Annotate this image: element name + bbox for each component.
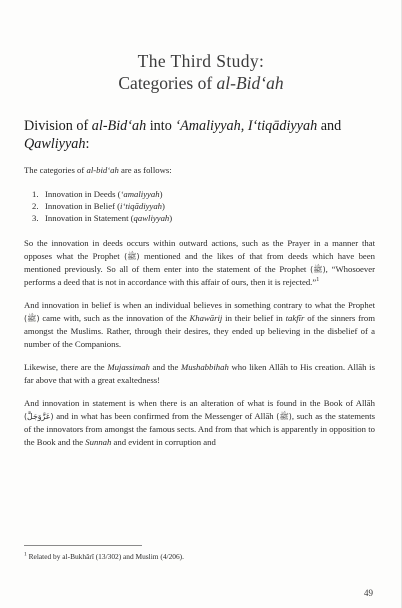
list-item [32,188,375,200]
paragraph-mujassimah [24,361,375,387]
intro-text: are as follows: [118,165,172,175]
paragraph-text: mentioned and the likes of that from deeds which have been mentioned previously. So all of them enter into the statement of the Prophet [24,250,375,274]
list-close: ) [169,213,173,224]
intro-term: al-bid‘ah [86,165,119,175]
paragraph-text: who liken Allāh to His creation. Allāh is far above that with a great exaltedness! [24,361,375,385]
paragraph-text: and evident in corruption and [111,436,216,447]
paragraph-text: Likewise, there are the [24,361,108,372]
list-item [32,200,375,212]
list-number: 1. [32,189,39,199]
salawat-glyph: (ﷺ) [124,251,140,261]
paragraph-text: of the sinners from amongst the Muslims. Rather, through their desires, they ended up believing in the disbelief of a number of the Companions. [24,312,375,349]
heading-text: Division of [24,118,92,134]
paragraph-text: came with, such as the innovation of the [39,312,190,323]
paragraph-term: takfīr [285,312,305,323]
section-heading [24,117,375,153]
list-item [32,212,375,224]
page-body [24,117,375,449]
chapter-title-line1: The Third Study: [137,51,265,71]
heading-term: Qawliyyah [24,136,86,152]
paragraph-text: and in what has been confirmed from the Messenger of Allāh [53,410,277,421]
chapter-title [0,50,402,94]
list-number: 2. [32,201,39,212]
list-close: ) [159,189,163,199]
footnote-text: Related by al-Bukhārī (13/302) and Muslim (4/206). [28,552,184,561]
paragraph-term: Mujassimah [107,361,150,372]
list-number: 3. [32,213,39,224]
salawat-glyph: (ﷺ) [24,313,40,323]
paragraph-text: And innovation in statement is when there is an alteration of what is found in the Book of Allāh [24,397,375,408]
chapter-title-term: al-Bid‘ah [216,73,284,93]
paragraph-text: So the innovation in deeds occurs within outward actions, such as the Prayer in a manner that opposes what the Prophet [24,237,375,261]
paragraph-innovation-statement [24,397,375,449]
footnote-marker: 1 [24,551,27,558]
page-number: 49 [364,588,373,598]
intro-text: The categories of [24,165,87,175]
footnote [24,552,374,562]
list-label: Innovation in Statement ( [45,213,134,224]
paragraph-innovation-belief [24,299,375,351]
heading-text: and [317,118,342,134]
salawat-glyph: (ﷺ) [310,264,326,274]
heading-text: : [85,136,90,152]
intro-paragraph [24,164,375,177]
chapter-title-prefix: Categories of [118,73,217,93]
heading-term: al-Bid‘ah [91,118,147,134]
chapter-title-line2 [0,72,402,94]
list-term: ‘amaliyyah [120,189,160,199]
paragraph-text: , such as the statements of the innovators from amongst the famous sects. And from that which is apparently in opposition to the Book and the [24,410,375,447]
paragraph-text: , “Whosoever performs a deed that is not in accordance with this affair of ours, then it is rejected.” [24,263,376,287]
heading-text: into [146,118,176,134]
azza-wajal-glyph: (عَزَّوَجَلَّ) [24,411,54,421]
paragraph-term: Mushabbihah [181,361,229,372]
heading-term: ‘Amaliyyah, I‘tiqādiyyah [175,118,318,134]
paragraph-term: Sunnah [85,436,112,447]
salawat-glyph: (ﷺ) [276,411,292,421]
list-term: qawliyyah [133,213,170,224]
footnote-divider [24,545,142,546]
list-label: Innovation in Deeds ( [45,189,121,199]
list-label: Innovation in Belief ( [45,201,121,212]
paragraph-term: Khawārij [189,312,223,323]
paragraph-text: And innovation in belief is when an individual believes in something contrary to what the Prophet [24,299,375,310]
paragraph-innovation-deeds [24,237,375,289]
categories-list [32,188,375,225]
footnote-reference[interactable]: 1 [316,276,320,283]
paragraph-text: and the [149,361,182,372]
list-term: i‘tiqādiyyah [120,201,163,212]
list-close: ) [162,201,165,212]
paragraph-text: in their belief in [222,312,286,323]
